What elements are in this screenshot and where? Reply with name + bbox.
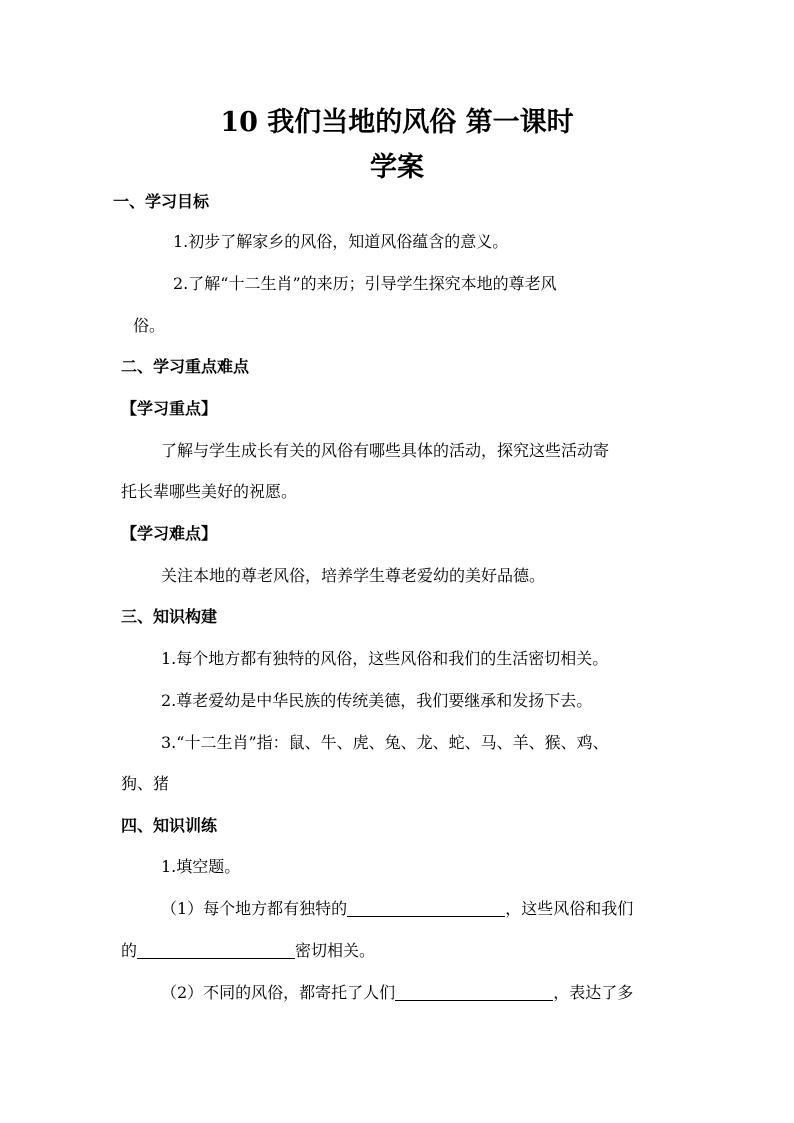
question-1-text-a: （1）每个地方都有独特的 — [161, 899, 348, 918]
difficult-point-text: 关注本地的尊老风俗，培养学生尊老爱幼的美好品德。 — [161, 566, 546, 585]
question-2-text-a: （2）不同的风俗，都寄托了人们 — [161, 983, 396, 1002]
question-1-text-b: ，这些风俗和我们 — [505, 899, 634, 918]
objective-item-2-line-1: 2.了解“十二生肖”的来历；引导学生探究本地的尊老风 — [173, 274, 557, 293]
question-1-text-c: 的 — [121, 941, 138, 960]
question-1-text-d: 密切相关。 — [295, 941, 376, 960]
objective-item-1: 1.初步了解家乡的风俗，知道风俗蕴含的意义。 — [173, 232, 509, 251]
section-heading-knowledge: 三、知识构建 — [121, 607, 218, 626]
knowledge-item-1: 1.每个地方都有独特的风俗，这些风俗和我们的生活密切相关。 — [161, 649, 609, 668]
objective-item-2-line-2: 俗。 — [133, 316, 166, 335]
question-1-line-2 — [121, 941, 375, 961]
knowledge-item-3-line-1: 3.“十二生肖”指：鼠、牛、虎、兔、龙、蛇、马、羊、猴、鸡、 — [161, 733, 609, 752]
section-heading-key-points: 二、学习重点难点 — [121, 357, 250, 376]
section-heading-objectives: 一、学习目标 — [113, 192, 210, 211]
key-point-line-1: 了解与学生成长有关的风俗有哪些具体的活动，探究这些活动寄 — [161, 441, 610, 460]
document-subtitle: 学案 — [370, 152, 424, 183]
key-point-heading: 【学习重点】 — [121, 399, 218, 418]
document-title: 10 我们当地的风俗 第一课时 — [220, 107, 574, 138]
section-heading-exercises: 四、知识训练 — [121, 816, 218, 835]
question-2-text-b: ，表达了多 — [553, 983, 634, 1002]
answer-blank-3[interactable] — [395, 984, 553, 1001]
knowledge-item-2: 2.尊老爱幼是中华民族的传统美德，我们要继承和发扬下去。 — [161, 691, 593, 710]
answer-blank-2[interactable] — [137, 942, 295, 959]
key-point-line-2: 托长辈哪些美好的祝愿。 — [121, 482, 298, 501]
exercise-type-label: 1.填空题。 — [161, 857, 241, 876]
question-1-line-1 — [161, 899, 633, 919]
question-2-line-1 — [161, 983, 633, 1003]
difficult-point-heading: 【学习难点】 — [121, 524, 218, 543]
knowledge-item-3-line-2: 狗、猪 — [121, 774, 170, 793]
answer-blank-1[interactable] — [347, 900, 505, 917]
